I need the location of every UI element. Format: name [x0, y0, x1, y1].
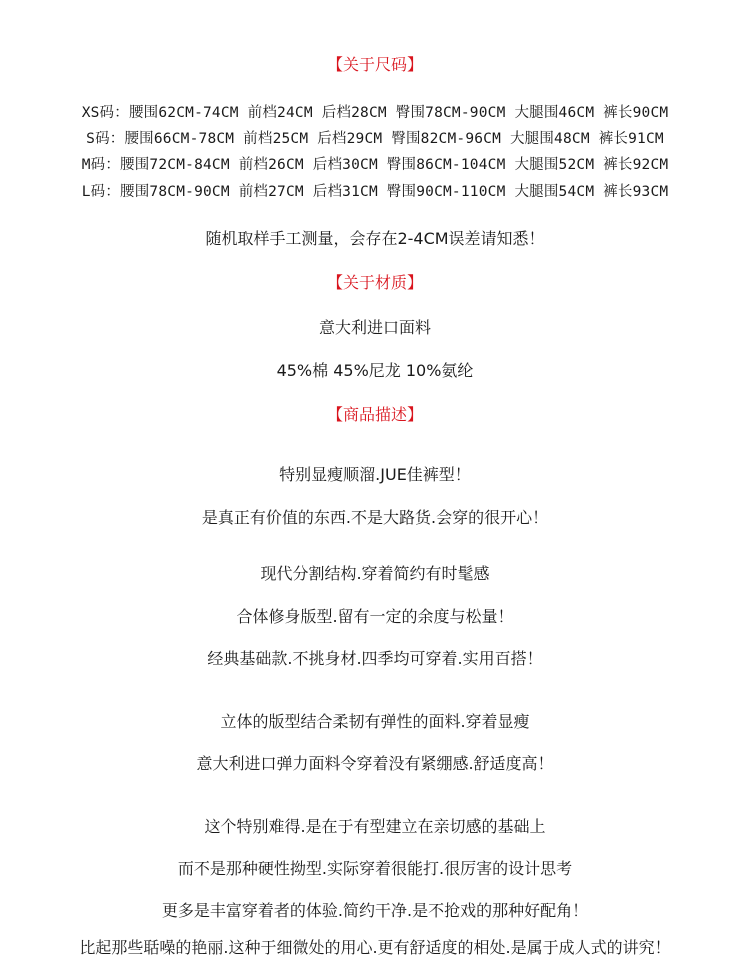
description-line: 意大利进口弹力面料令穿着没有紧绷感.舒适度高！ — [196, 754, 554, 773]
material-origin: 意大利进口面料 — [318, 318, 431, 337]
description-line: 合体修身版型.留有一定的余度与松量！ — [236, 607, 514, 626]
measurement-note: 随机取样手工测量，会存在2-4CM误差请知悉！ — [205, 229, 545, 248]
size-row-l: L码：腰围78CM-90CM 前档27CM 后档31CM 臀围90CM-110CM 大腿围54CM 裤长93CM — [81, 184, 669, 200]
description-line: 立体的版型结合柔韧有弹性的面料.穿着显瘦 — [220, 712, 530, 731]
size-row-s: S码：腰围66CM-78CM 前档25CM 后档29CM 臀围82CM-96CM 大腿围48CM 裤长91CM — [86, 131, 664, 147]
material-heading: 【关于材质】 — [326, 273, 423, 292]
size-row-xs: XS码：腰围62CM-74CM 前档24CM 后档28CM 臀围78CM-90CM 大腿围46CM 裤长90CM — [81, 105, 669, 121]
description-line: 是真正有价值的东西.不是大路货.会穿的很开心！ — [201, 508, 549, 527]
description-heading: 【商品描述】 — [326, 405, 423, 424]
size-heading: 【关于尺码】 — [326, 55, 423, 74]
description-line: 经典基础款.不挑身材.四季均可穿着.实用百搭！ — [207, 649, 543, 668]
description-line: 更多是丰富穿着者的体验.简约干净.是不抢戏的那种好配角！ — [161, 901, 589, 920]
description-line: 而不是那种硬性拗型.实际穿着很能打.很厉害的设计思考 — [177, 859, 573, 878]
material-composition: 45%棉 45%尼龙 10%氨纶 — [276, 361, 474, 380]
description-line: 比起那些聒噪的艳丽.这种于细微处的用心.更有舒适度的相处.是属于成人式的讲究！ — [79, 938, 671, 957]
description-line: 这个特别难得.是在于有型建立在亲切感的基础上 — [204, 817, 546, 836]
description-line: 特别显瘦顺溜.JUE佳裤型！ — [279, 465, 471, 484]
description-line: 现代分割结构.穿着简约有时髦感 — [260, 564, 490, 583]
size-row-m: M码：腰围72CM-84CM 前档26CM 后档30CM 臀围86CM-104CM 大腿围52CM 裤长92CM — [81, 157, 669, 173]
